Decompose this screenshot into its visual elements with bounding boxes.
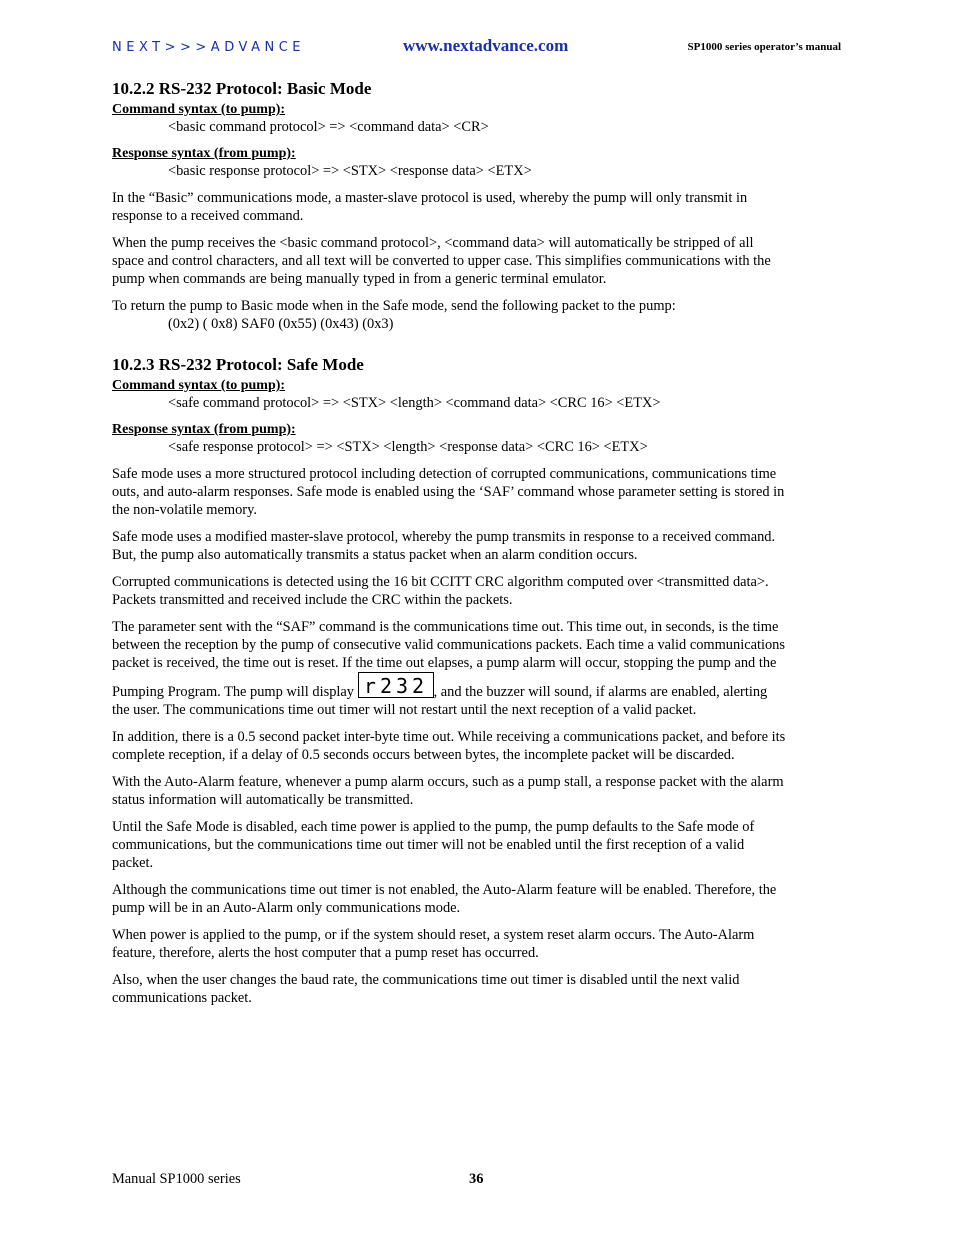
paragraph: Safe mode uses a more structured protocol including detection of corrupted communications, communications time outs, and auto-alarm responses. Safe mode is enabled using the ‘SAF’ command whose parameter setting is stored in the non-volatile memory.	[112, 466, 785, 518]
page-header	[0, 0, 954, 70]
basic-response-label: Response syntax (from pump):	[112, 146, 296, 161]
page-content	[112, 78, 788, 1016]
website-link[interactable]: www.nextadvance.com	[403, 36, 569, 55]
page-number: 36	[469, 1171, 484, 1187]
svg-text:r232: r232	[363, 674, 428, 698]
nextadvance-logo	[112, 38, 304, 56]
paragraph: Although the communications time out timer is not enabled, the Auto-Alarm feature will be enabled. Therefore, the pump will be in an Auto-Alarm only communications mode.	[112, 882, 777, 916]
safe-response-label: Response syntax (from pump):	[112, 422, 296, 437]
paragraph: Also, when the user changes the baud rate, the communications time out timer is disabled until the next valid communications packet.	[112, 972, 740, 1006]
paragraph: In addition, there is a 0.5 second packet inter-byte time out. While receiving a communications packet, and before its complete reception, if a delay of 0.5 seconds occurs between bytes, the incomplete packet will be discarded.	[112, 729, 786, 763]
paragraph: Corrupted communications is detected using the 16 bit CCITT CRC algorithm computed over <transmitted data>. Packets transmitted and received include the CRC within the packets.	[112, 574, 769, 608]
basic-return-packet: (0x2) ( 0x8) SAF0 (0x55) (0x43) (0x3)	[168, 316, 394, 332]
paragraph: Until the Safe Mode is disabled, each time power is applied to the pump, the pump defaults to the Safe mode of communications, but the communications time out timer will not be enabled until the first reception of a valid packet.	[112, 819, 755, 871]
paragraph: Safe mode uses a modified master-slave protocol, whereby the pump transmits in response to a received command. But, the pump also automatically transmits a status packet when an alarm condition occurs.	[112, 529, 776, 563]
paragraph: When the pump receives the <basic command protocol>, <command data> will automatically be stripped of all space and control characters, and all text will be converted to upper case. This simplifies communications with the pump when commands are being manually typed in from a generic terminal emulator.	[112, 235, 771, 287]
paragraph: In the “Basic” communications mode, a master-slave protocol is used, whereby the pump will only transmit in response to a received command.	[112, 190, 748, 224]
paragraph-display: The parameter sent with the “SAF” command is the communications time out. This time out, in seconds, is the time between the reception by the pump of consecutive valid communications packets. Each time a valid communications packet is received, the time out is reset. If the time out elapses, a pump alarm will occur, stopping the pump and the Pumping Program. The pump will display r232 , and the buzzer will sound, if alarms are enabled, alerting the user. The communications time out timer will not restart until the next reception of a valid packet.	[112, 619, 785, 718]
section-heading-basic: 10.2.2 RS-232 Protocol: Basic Mode	[112, 79, 372, 98]
manual-title: SP1000 series operator’s manual	[687, 41, 841, 53]
seven-segment-display-icon	[358, 672, 434, 698]
paragraph: When power is applied to the pump, or if the system should reset, a system reset alarm occurs. The Auto-Alarm feature, therefore, alerts the host computer that a pump reset has occurred.	[112, 927, 755, 961]
basic-response-syntax: <basic response protocol> => <STX> <response data> <ETX>	[168, 163, 532, 179]
paragraph: With the Auto-Alarm feature, whenever a pump alarm occurs, such as a pump stall, a response packet with the alarm status information will automatically be transmitted.	[112, 774, 784, 808]
section-heading-safe: 10.2.3 RS-232 Protocol: Safe Mode	[112, 355, 364, 374]
footer-manual-name: Manual SP1000 series	[112, 1171, 241, 1187]
safe-command-label: Command syntax (to pump):	[112, 378, 286, 393]
safe-command-syntax: <safe command protocol> => <STX> <length> <command data> <CRC 16> <ETX>	[168, 395, 661, 411]
basic-command-label: Command syntax (to pump):	[112, 102, 286, 117]
safe-response-syntax: <safe response protocol> => <STX> <length> <response data> <CRC 16> <ETX>	[168, 439, 648, 455]
svg-text:NEXT>>>ADVANCE: NEXT>>>ADVANCE	[112, 40, 302, 55]
basic-command-syntax: <basic command protocol> => <command data> <CR>	[168, 119, 489, 135]
paragraph: To return the pump to Basic mode when in the Safe mode, send the following packet to the pump:	[112, 298, 676, 314]
